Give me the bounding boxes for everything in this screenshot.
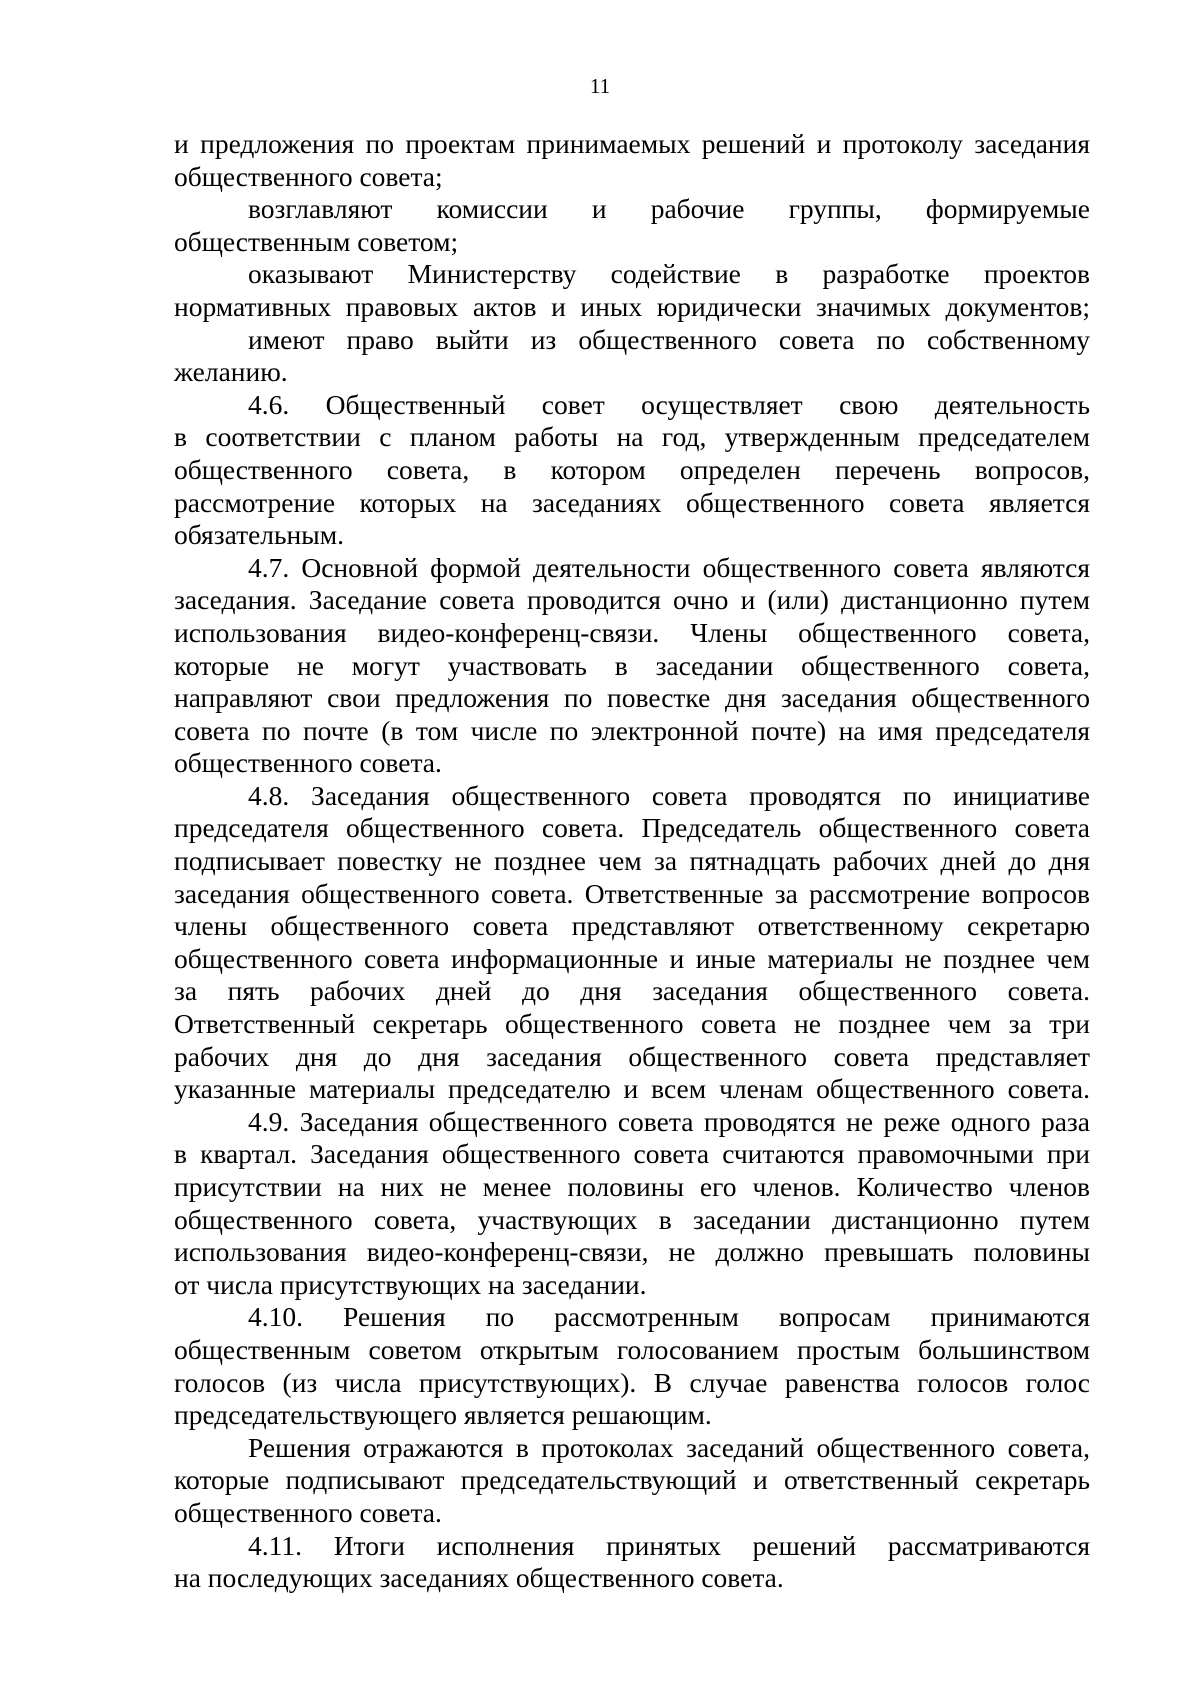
text-line: использования видео-конференц-связи, не должно превышать половины — [174, 1236, 1090, 1268]
text-line: имеют право выйти из общественного совета по собственному — [248, 323, 1090, 355]
text-line: направляют свои предложения по повестке дня заседания общественного — [174, 682, 1090, 714]
text-line: в соответствии с планом работы на год, утвержденным председателем — [174, 421, 1090, 453]
text-line: присутствии на них не менее половины его членов. Количество членов — [174, 1171, 1090, 1202]
text-line: на последующих заседаниях общественного совета. — [174, 1562, 784, 1594]
text-line: возглавляют комиссии и рабочие группы, формируемые — [248, 193, 1090, 225]
text-line: общественного совета, в котором определен перечень вопросов, — [174, 453, 1090, 485]
text-line: подписывает повестку не позднее чем за пятнадцать рабочих дней до дня — [174, 845, 1090, 877]
text-line: общественным советом; — [174, 225, 459, 257]
text-line: использования видео-конференц-связи. Члены общественного совета, — [174, 616, 1090, 648]
text-line: рабочих дня до дня заседания общественного совета представляет — [174, 1040, 1090, 1072]
text-line: общественного совета. — [174, 1496, 442, 1528]
text-line: оказывают Министерству содействие в разработке проектов — [248, 258, 1090, 290]
text-line: председательствующего является решающим. — [174, 1399, 712, 1431]
text-line: 4.10. Решения по рассмотренным вопросам принимаются — [248, 1301, 1090, 1333]
text-line: которые подписывают председательствующий и ответственный секретарь — [174, 1464, 1090, 1496]
text-line: общественным советом открытым голосованием простым большинством — [174, 1333, 1090, 1365]
text-line: в квартал. Заседания общественного совета считаются правомочными при — [174, 1138, 1090, 1170]
text-line: общественного совета; — [174, 160, 443, 192]
page-number: 11 — [589, 74, 611, 98]
text-line: заседания. Заседание совета проводится очно и (или) дистанционно путем — [174, 584, 1090, 616]
text-line: 4.11. Итоги исполнения принятых решений рассматриваются — [248, 1529, 1090, 1561]
text-line: 4.8. Заседания общественного совета проводятся по инициативе — [248, 779, 1090, 811]
text-line: председателя общественного совета. Председатель общественного совета — [174, 812, 1090, 844]
text-line: от числа присутствующих на заседании. — [174, 1268, 647, 1300]
text-line: совета по почте (в том числе по электронной почте) на имя председателя — [174, 714, 1090, 746]
text-line: голосов (из числа присутствующих). В случае равенства голосов голос — [174, 1366, 1090, 1398]
text-line: указанные материалы председателю и всем членам общественного совета. — [174, 1073, 1090, 1105]
text-line: общественного совета, участвующих в заседании дистанционно путем — [174, 1203, 1090, 1235]
text-line: желанию. — [174, 356, 288, 388]
text-line: за пять рабочих дней до дня заседания общественного совета. — [174, 975, 1090, 1007]
text-line: общественного совета. — [174, 747, 442, 779]
text-line: 4.9. Заседания общественного совета проводятся не реже одного раза — [248, 1105, 1090, 1137]
text-line: 4.6. Общественный совет осуществляет свою деятельность — [248, 388, 1090, 420]
text-line: обязательным. — [174, 519, 345, 551]
text-line: которые не могут участвовать в заседании общественного совета, — [174, 649, 1090, 681]
text-line: рассмотрение которых на заседаниях общественного совета является — [174, 486, 1090, 518]
text-line: Решения отражаются в протоколах заседаний общественного совета, — [248, 1431, 1090, 1463]
text-line: нормативных правовых актов и иных юридически значимых документов; — [174, 290, 1090, 322]
text-line: 4.7. Основной формой деятельности общественного совета являются — [248, 551, 1090, 583]
text-line: члены общественного совета представляют ответственному секретарю — [174, 910, 1090, 942]
text-line: заседания общественного совета. Ответственные за рассмотрение вопросов — [174, 877, 1090, 909]
document-body — [174, 128, 1090, 1595]
text-line: и предложения по проектам принимаемых решений и протоколу заседания — [174, 128, 1090, 159]
text-line: общественного совета информационные и иные материалы не позднее чем — [174, 942, 1090, 974]
text-line: Ответственный секретарь общественного совета не позднее чем за три — [174, 1008, 1090, 1040]
